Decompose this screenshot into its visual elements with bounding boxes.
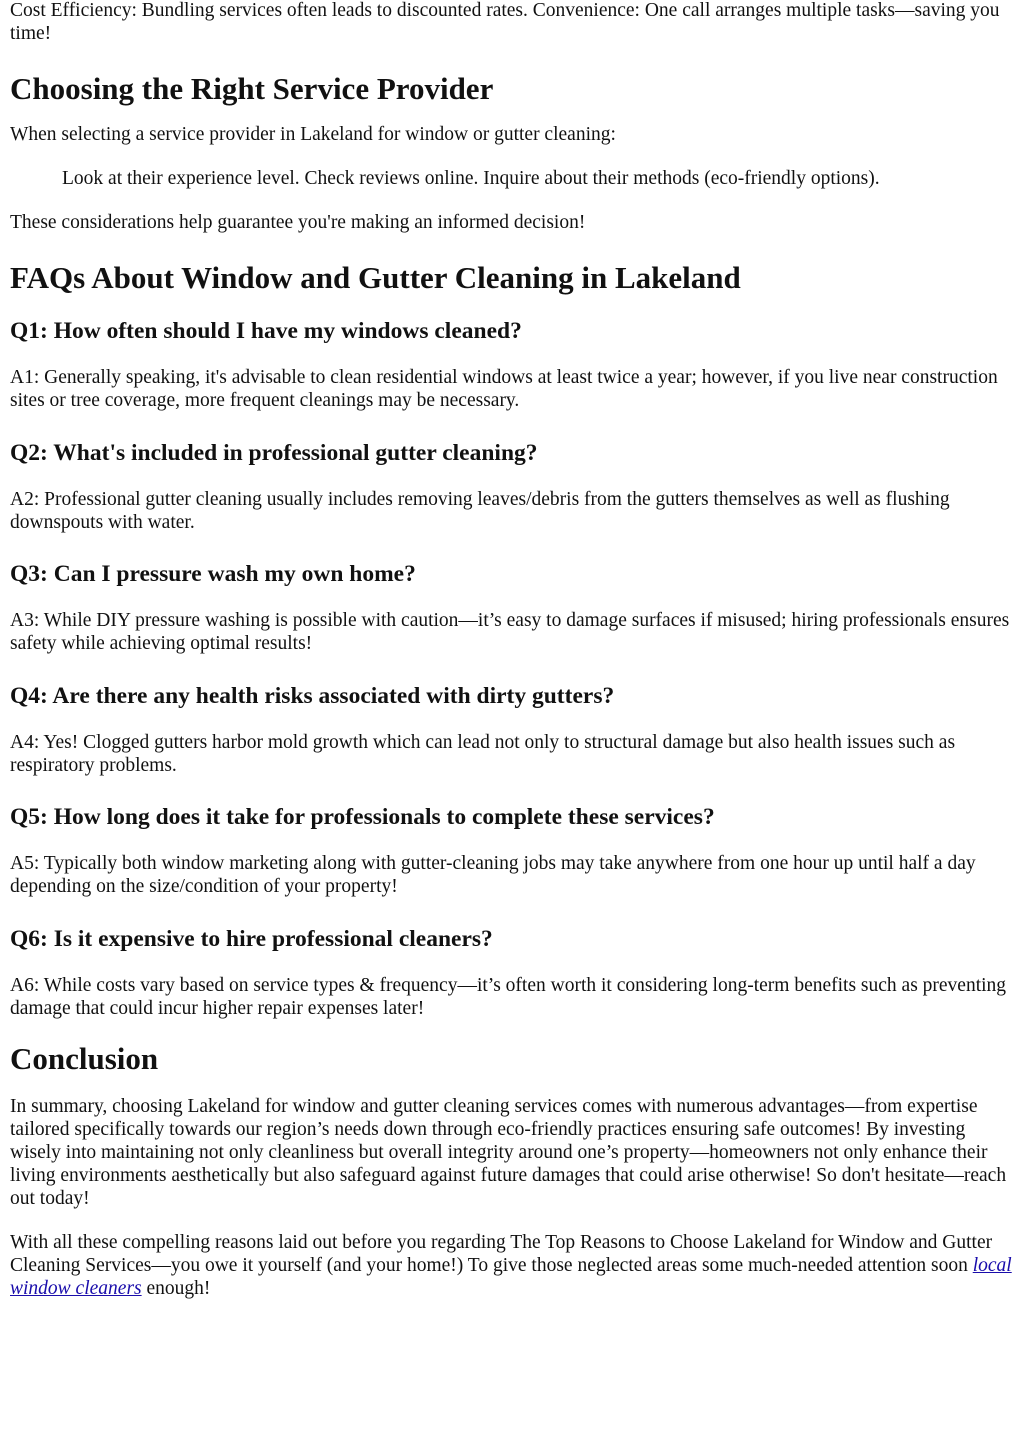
intro-paragraph: Cost Efficiency: Bundling services often leads to discounted rates. Convenience: One call arranges multiple tasks—saving you time! [10, 0, 1000, 44]
faq-answer: A6: While costs vary based on service types & frequency—it’s often worth it considering long-term benefits such as preventing damage that could incur higher repair expenses later! [10, 975, 1007, 1019]
provider-lead-paragraph: When selecting a service provider in Lakeland for window or gutter cleaning: [10, 124, 616, 145]
faq-answer: A4: Yes! Clogged gutters harbor mold growth which can lead not only to structural damage but also health issues such as respiratory problems. [10, 732, 956, 776]
conclusion-heading: Conclusion [10, 1041, 159, 1076]
conclusion-paragraph: In summary, choosing Lakeland for window and gutter cleaning services comes with numerous advantages—from expertise tailored specifically towards our region’s needs down through eco-friendly practices ensuring safe outcomes! By investing wisely into maintaining not only cleanliness but overall integrity around one’s property—homeowners not only enhance their living environments aesthetically but also safeguard against future damages that could arise otherwise! So don't hesitate—reach out today! [10, 1096, 1007, 1209]
closing-text-after-link: enough! [141, 1278, 211, 1299]
closing-paragraph [10, 1231, 1014, 1300]
faq-answer: A3: While DIY pressure washing is possible with caution—it’s easy to damage surfaces if misused; hiring professionals ensures safety while achieving optimal results! [10, 610, 1010, 654]
faq-question: Q6: Is it expensive to hire professional cleaners? [10, 926, 493, 952]
faq-answer: A2: Professional gutter cleaning usually includes removing leaves/debris from the gutters themselves as well as flushing downspouts with water. [10, 489, 950, 533]
faq-question: Q3: Can I pressure wash my own home? [10, 561, 416, 587]
faq-section-heading: FAQs About Window and Gutter Cleaning in Lakeland [10, 260, 741, 295]
provider-closing-paragraph: These considerations help guarantee you're making an informed decision! [10, 212, 586, 233]
local-window-cleaners-link[interactable]: local window cleaners [10, 1255, 1012, 1299]
closing-text-before-link: With all these compelling reasons laid out before you regarding The Top Reasons to Choose Lakeland for Window and Gutter Cleaning Services—you owe it yourself (and your home!) To give those neglected areas some much-needed attention soon [10, 1232, 993, 1276]
faq-answer: A5: Typically both window marketing along with gutter-cleaning jobs may take anywhere from one hour up until half a day depending on the size/condition of your property! [10, 853, 976, 897]
faq-question: Q2: What's included in professional gutter cleaning? [10, 440, 538, 466]
faq-question: Q5: How long does it take for professionals to complete these services? [10, 804, 715, 830]
provider-section-heading: Choosing the Right Service Provider [10, 71, 494, 106]
faq-question: Q1: How often should I have my windows cleaned? [10, 318, 522, 344]
faq-question: Q4: Are there any health risks associated with dirty gutters? [10, 683, 615, 709]
faq-answer: A1: Generally speaking, it's advisable to clean residential windows at least twice a year; however, if you live near construction sites or tree coverage, more frequent cleanings may be necessary. [10, 367, 998, 411]
provider-tips-blockquote: Look at their experience level. Check reviews online. Inquire about their methods (eco-friendly options). [62, 168, 880, 189]
